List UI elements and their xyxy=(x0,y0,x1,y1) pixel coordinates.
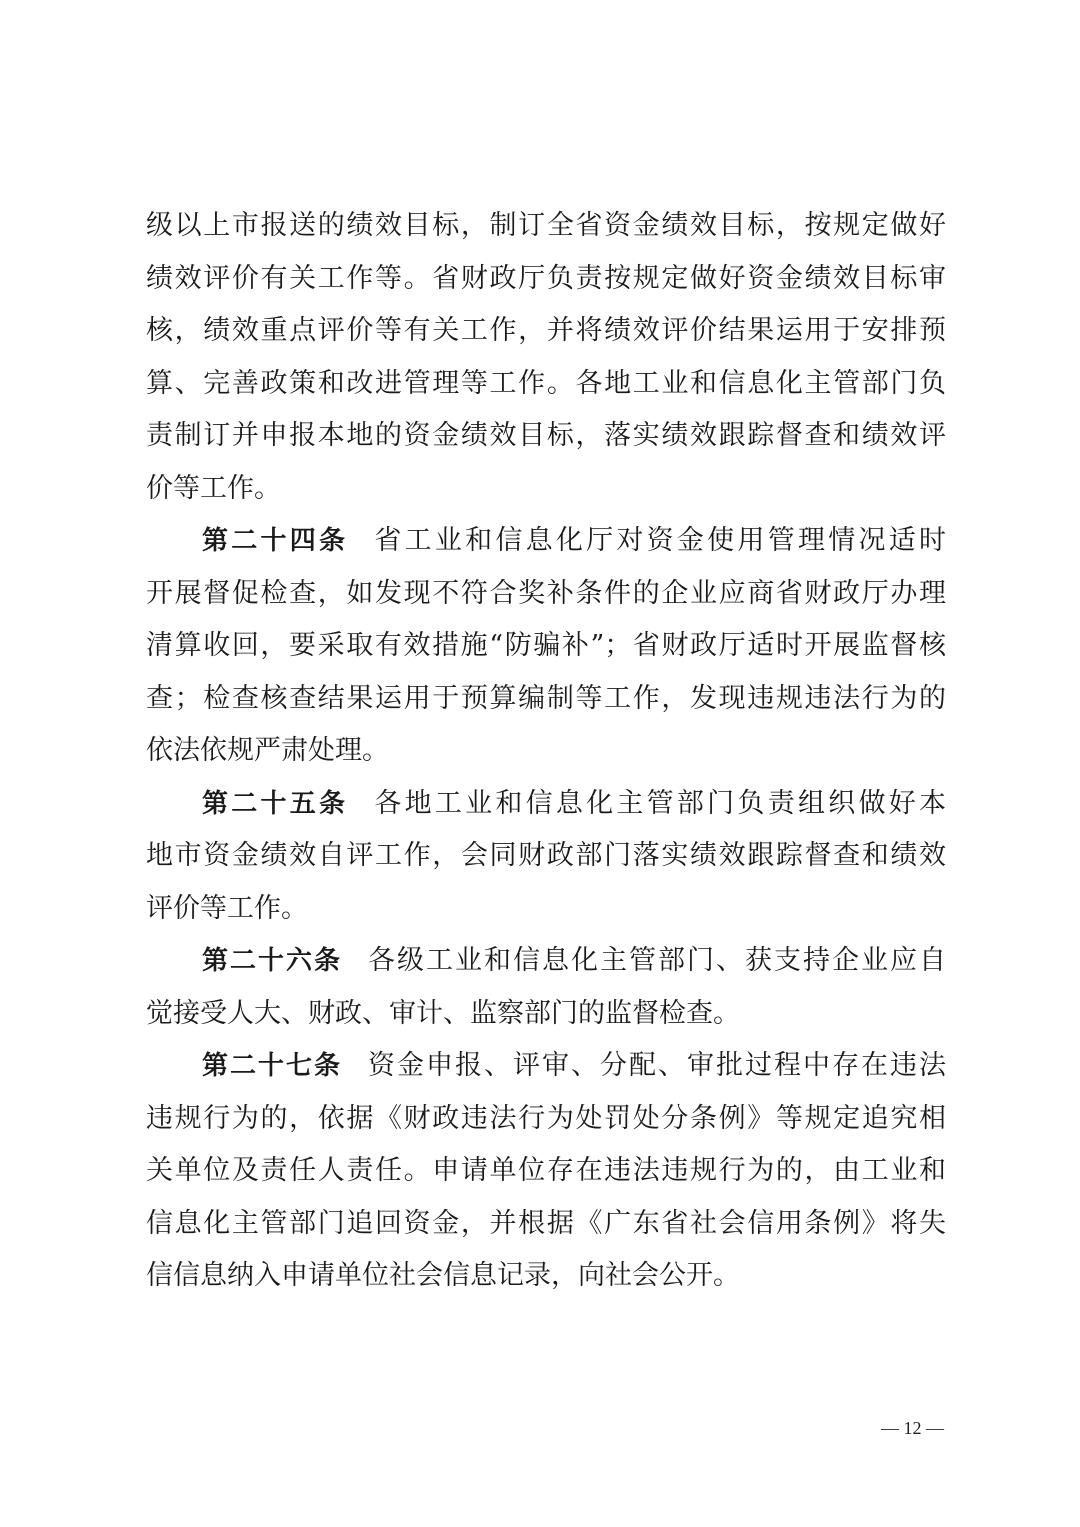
text-line: 违规行为的，依据《财政违法行为处罚处分条例》等规定追究相 xyxy=(146,1102,946,1134)
article-heading: 第二十五条 xyxy=(202,788,349,819)
text-line-first xyxy=(146,778,946,831)
text-line: 查；检查核查结果运用于预算编制等工作，发现违规违法行为的 xyxy=(146,682,946,714)
text-line: 信息化主管部门追回资金，并根据《广东省社会信用条例》将失 xyxy=(146,1207,946,1239)
text-line-first xyxy=(146,515,946,568)
article-heading: 第二十七条 xyxy=(202,1051,342,1081)
article-text: 省工业和信息化厅对资金使用管理情况适时 xyxy=(374,525,946,556)
article-text: 各地工业和信息化主管部门负责组织做好本 xyxy=(374,787,946,819)
text-line: 地市资金绩效自评工作，会同财政部门落实绩效跟踪督查和绩效 xyxy=(146,840,946,871)
text-line: 算、完善政策和改进管理等工作。各地工业和信息化主管部门负 xyxy=(146,367,946,399)
text-line: 信信息纳入申请单位社会信息记录，向社会公开。 xyxy=(146,1260,740,1291)
page-number: — 12 — xyxy=(881,1418,944,1438)
article-24 xyxy=(146,515,946,778)
text-line: 价等工作。 xyxy=(146,472,281,504)
text-line-first xyxy=(146,935,946,988)
text-line: 级以上市报送的绩效目标，制订全省资金绩效目标，按规定做好 xyxy=(146,210,946,241)
article-25 xyxy=(146,778,946,936)
text-line: 觉接受人大、财政、审计、监察部门的监督检查。 xyxy=(146,997,740,1029)
article-27 xyxy=(146,1040,946,1303)
article-heading: 第二十四条 xyxy=(202,526,349,556)
text-line: 关单位及责任人责任。申请单位存在违法违规行为的，由工业和 xyxy=(146,1155,946,1186)
document-body xyxy=(146,200,946,1303)
article-text: 资金申报、评审、分配、审批过程中存在违法 xyxy=(368,1050,946,1081)
text-line: 评价等工作。 xyxy=(146,892,308,924)
article-heading: 第二十六条 xyxy=(202,946,342,976)
paragraph-continuation xyxy=(146,200,946,515)
text-line: 核，绩效重点评价等有关工作，并将绩效评价结果运用于安排预 xyxy=(146,315,946,346)
text-line: 开展督促检查，如发现不符合奖补条件的企业应商省财政厅办理 xyxy=(146,577,946,609)
text-line: 责制订并申报本地的资金绩效目标，落实绩效跟踪督查和绩效评 xyxy=(146,420,946,451)
text-line: 绩效评价有关工作等。省财政厅负责按规定做好资金绩效目标审 xyxy=(146,262,946,294)
article-26 xyxy=(146,935,946,1040)
text-line-first xyxy=(146,1040,946,1093)
article-text: 各级工业和信息化主管部门、获支持企业应自 xyxy=(368,945,946,976)
text-line: 清算收回，要采取有效措施“防骗补”；省财政厅适时开展监督核 xyxy=(146,630,946,661)
text-line: 依法依规严肃处理。 xyxy=(146,735,389,766)
